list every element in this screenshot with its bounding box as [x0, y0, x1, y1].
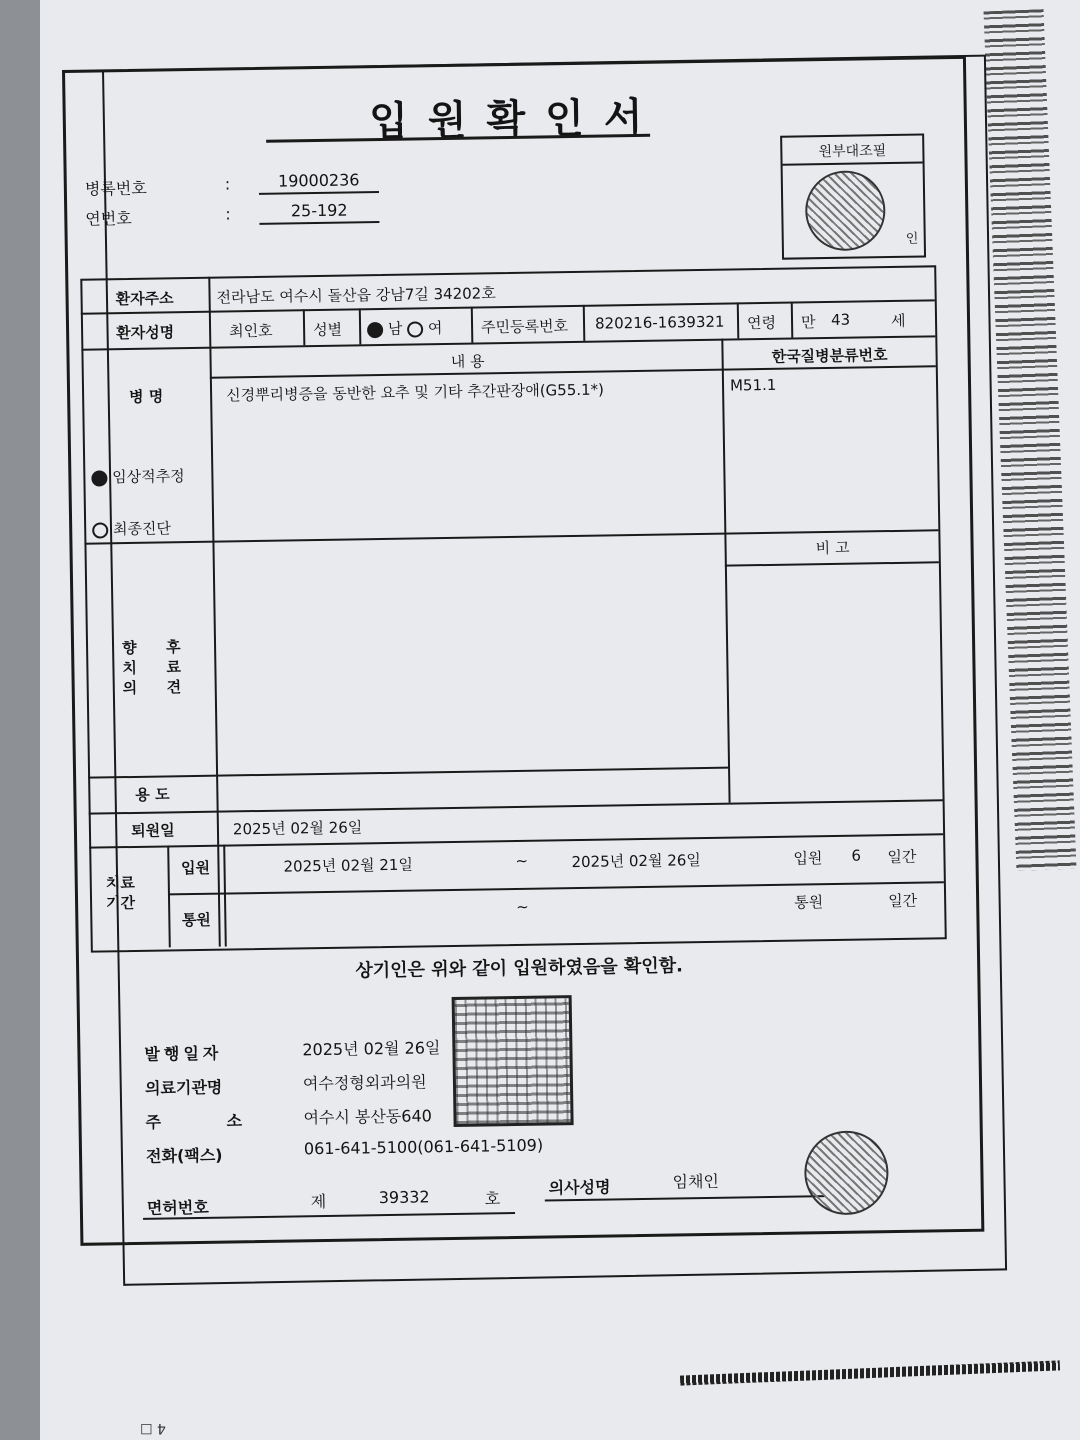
final-diagnosis-label: 최종진단 [112, 519, 172, 539]
admit-days-unit: 일간 [887, 847, 917, 867]
outpatient-days-label: 통원 [794, 893, 824, 912]
phone-value: 061-641-5100(061-641-5109) [303, 1135, 544, 1159]
issuer-address-label: 주 소 [145, 1110, 273, 1132]
diagnosis-label: 병 명 [128, 387, 164, 406]
content-header: 내 용 [450, 352, 485, 371]
outpatient-label: 통원 [181, 910, 211, 930]
address-label: 환자주소 [115, 289, 174, 309]
final-diagnosis-radio [92, 522, 108, 538]
sex-male-label: 남 [387, 319, 403, 338]
institution-label: 의료기관명 [144, 1077, 223, 1098]
doctor-label: 의사성명 [548, 1177, 611, 1198]
remarks-label: 비 고 [815, 538, 850, 558]
record-no-label: 병록번호 [84, 178, 147, 199]
sex-female-label: 여 [427, 319, 443, 338]
issue-date-label: 발행일자 [144, 1043, 223, 1064]
doctor-name: 임채인 [672, 1171, 720, 1192]
purpose-label: 용 도 [135, 785, 170, 804]
diagnosis-content: 신경뿌리병증을 동반한 요추 및 기타 추간판장애(G55.1*) [225, 380, 605, 405]
document-title: 입원확인서 [368, 94, 663, 146]
clinical-estimate-radio [91, 470, 107, 486]
admission-certificate-form [62, 56, 984, 1246]
sex-female-radio [407, 321, 423, 337]
age-label: 연령 [746, 313, 777, 333]
phone-label: 전화(팩스) [145, 1145, 223, 1166]
kcd-code: M51.1 [729, 375, 777, 395]
approval-label: 원부대조필 [818, 143, 887, 161]
issue-date-value: 2025년 02월 26일 [302, 1038, 441, 1060]
record-no-value: 19000236 [259, 168, 379, 195]
name-value: 최인호 [228, 321, 273, 341]
prognosis-label-left: 향치의 [121, 638, 138, 698]
rrn-label: 주민등록번호 [480, 317, 569, 337]
age-value: 43 [830, 310, 851, 329]
discharge-date: 2025년 02월 26일 [232, 818, 363, 839]
license-number: 39332 [378, 1187, 430, 1208]
treatment-label-top: 치료 [105, 873, 135, 893]
serial-no-value: 25-192 [259, 198, 379, 225]
kcd-header: 한국질병분류번호 [771, 346, 888, 366]
colon-1: : [224, 174, 231, 194]
institution-value: 여수정형외과의원 [302, 1072, 427, 1094]
admit-from-date: 2025년 02월 21일 [283, 855, 414, 876]
serial-no-label: 연번호 [85, 208, 132, 229]
admit-days-label: 입원 [793, 849, 823, 868]
approval-seal-label: 인 [905, 231, 919, 247]
admit-days-value: 6 [851, 846, 862, 865]
sex-label: 성별 [312, 320, 343, 340]
sex-options [367, 317, 443, 339]
license-prefix: 제 [310, 1191, 327, 1212]
admit-label: 입원 [180, 858, 211, 878]
page-footer-mark: 4 ☐ [140, 1420, 166, 1436]
admit-tilde: ~ [515, 851, 529, 870]
outpatient-tilde: ~ [516, 897, 529, 916]
confirmation-statement: 상기인은 위와 같이 입원하였음을 확인함. [355, 955, 684, 982]
discharge-label: 퇴원일 [131, 821, 175, 841]
name-label: 환자성명 [116, 323, 175, 343]
approval-divider [783, 161, 923, 165]
license-suffix: 호 [484, 1189, 501, 1209]
approval-seal-stamp [805, 170, 886, 251]
final-diagnosis-option [92, 517, 171, 539]
issuer-address-value: 여수시 봉산동640 [303, 1106, 432, 1128]
doctor-seal-stamp [804, 1130, 889, 1215]
prognosis-label-right: 후료견 [165, 638, 182, 697]
clinical-estimate-option [91, 465, 185, 487]
rrn-value: 820216-1639321 [594, 312, 725, 333]
institution-square-seal [452, 995, 574, 1127]
sex-male-radio [367, 321, 383, 337]
address-value: 전라남도 여수시 돌산읍 강남7길 34202호 [216, 284, 496, 307]
treatment-label-bottom: 기간 [105, 893, 136, 913]
colon-2: : [225, 204, 231, 224]
admit-to-date: 2025년 02월 26일 [571, 851, 701, 872]
age-prefix: 만 [800, 313, 816, 332]
approval-box [780, 133, 926, 259]
outpatient-days-unit: 일간 [888, 891, 918, 911]
age-unit: 세 [890, 311, 906, 331]
clinical-estimate-label: 임상적추정 [112, 467, 185, 487]
license-label: 면허번호 [146, 1197, 209, 1218]
